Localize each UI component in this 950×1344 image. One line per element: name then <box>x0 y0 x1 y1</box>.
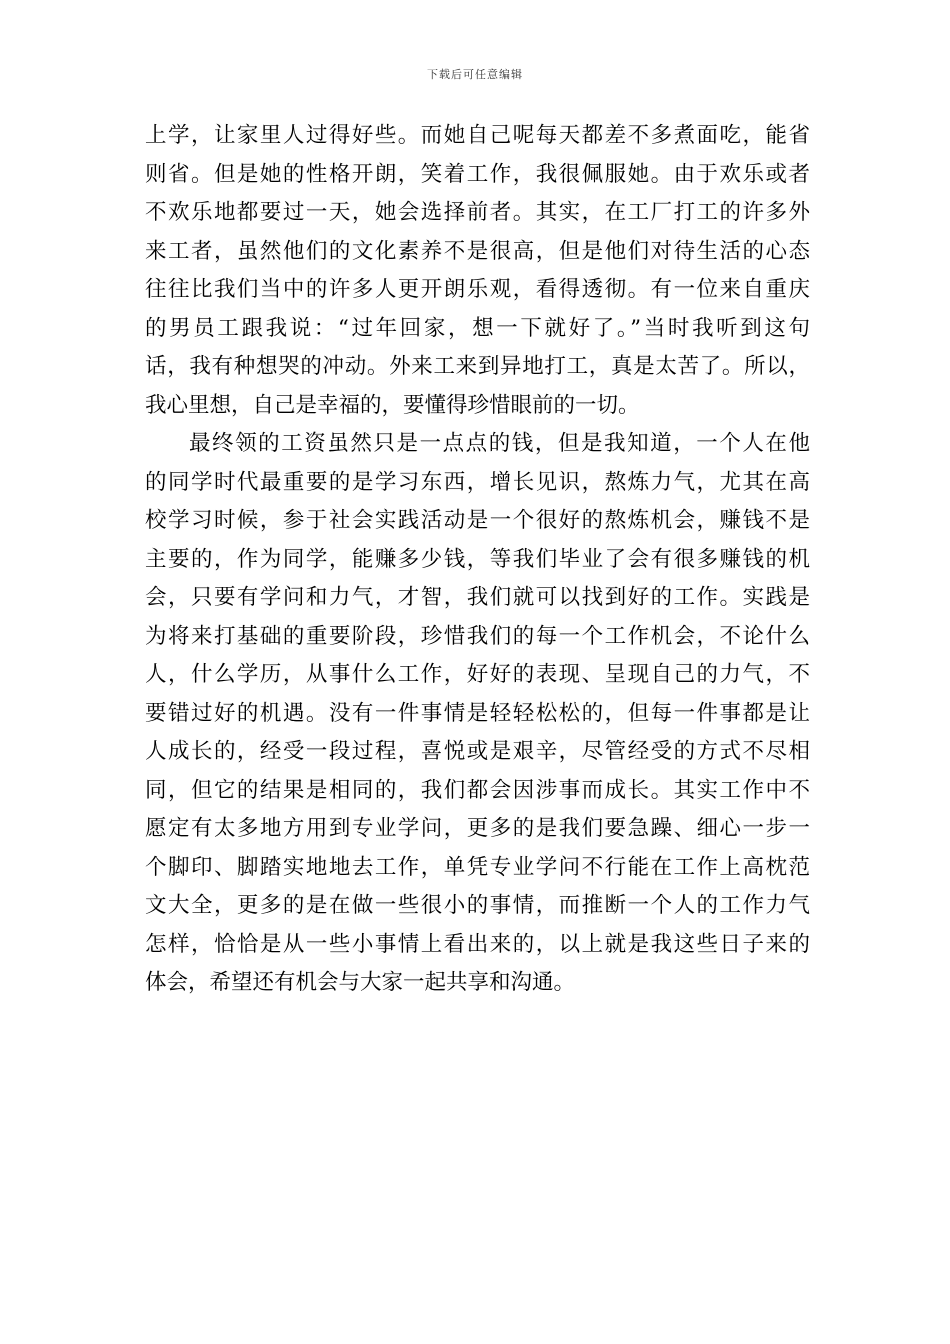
text-line: 人成长的，经受一段过程，喜悦或是艰辛，尽管经受的方式不尽相 <box>145 739 810 764</box>
text-line: 的男员工跟我说：“过年回家，想一下就好了。”当时我听到这句 <box>145 315 810 341</box>
text-line: 上学，让家里人过得好些。而她自己呢每天都差不多煮面吃，能省 <box>145 123 810 148</box>
text-line: 体会，希望还有机会与大家一起共享和沟通。 <box>145 970 576 995</box>
text-line: 话，我有种想哭的冲动。外来工来到异地打工，真是太苦了。所以， <box>145 354 810 379</box>
text-line: 的同学时代最重要的是学习东西，增长见识，熬炼力气，尤其在高 <box>145 469 810 495</box>
text-line: 个脚印、脚踏实地地去工作，单凭专业学问不行能在工作上高枕范 <box>145 854 810 880</box>
text-line: 要错过好的机遇。没有一件事情是轻轻松松的，但每一件事都是让 <box>145 700 810 726</box>
text-line: 不欢乐地都要过一天，她会选择前者。其实，在工厂打工的许多外 <box>145 200 810 225</box>
text-line: 文大全，更多的是在做一些很小的事情，而推断一个人的工作力气 <box>145 893 810 918</box>
header-note: 下载后可任意编辑 <box>427 68 523 81</box>
text-line: 我心里想，自己是幸福的，要懂得珍惜眼前的一切。 <box>145 392 640 418</box>
paragraph-1 <box>145 117 810 425</box>
text-line: 会，只要有学问和力气，才智，我们就可以找到好的工作。实践是 <box>145 585 810 610</box>
text-line: 往往比我们当中的许多人更开朗乐观，看得透彻。有一位来自重庆 <box>145 277 810 302</box>
text-line: 主要的，作为同学，能赚多少钱，等我们毕业了会有很多赚钱的机 <box>145 546 810 572</box>
text-line: 怎样，恰恰是从一些小事情上看出来的，以上就是我这些日子来的 <box>145 931 810 957</box>
body-text <box>145 117 810 1003</box>
text-line: 人，什么学历，从事什么工作，好好的表现、呈现自己的力气，不 <box>145 662 810 687</box>
text-line: 校学习时候，参于社会实践活动是一个很好的熬炼机会，赚钱不是 <box>145 508 810 533</box>
text-line: 为将来打基础的重要阶段，珍惜我们的每一个工作机会，不论什么 <box>145 623 810 649</box>
text-line: 最终领的工资虽然只是一点点的钱，但是我知道，一个人在他 <box>189 431 810 456</box>
text-line: 同，但它的结果是相同的，我们都会因涉事而成长。其实工作中不 <box>145 777 810 803</box>
text-line: 来工者，虽然他们的文化素养不是很高，但是他们对待生活的心态 <box>145 238 810 264</box>
paragraph-2 <box>145 425 810 1003</box>
text-line: 愿定有太多地方用到专业学问，更多的是我们要急躁、细心一步一 <box>145 816 810 841</box>
text-line: 则省。但是她的性格开朗，笑着工作，我很佩服她。由于欢乐或者 <box>145 161 810 187</box>
